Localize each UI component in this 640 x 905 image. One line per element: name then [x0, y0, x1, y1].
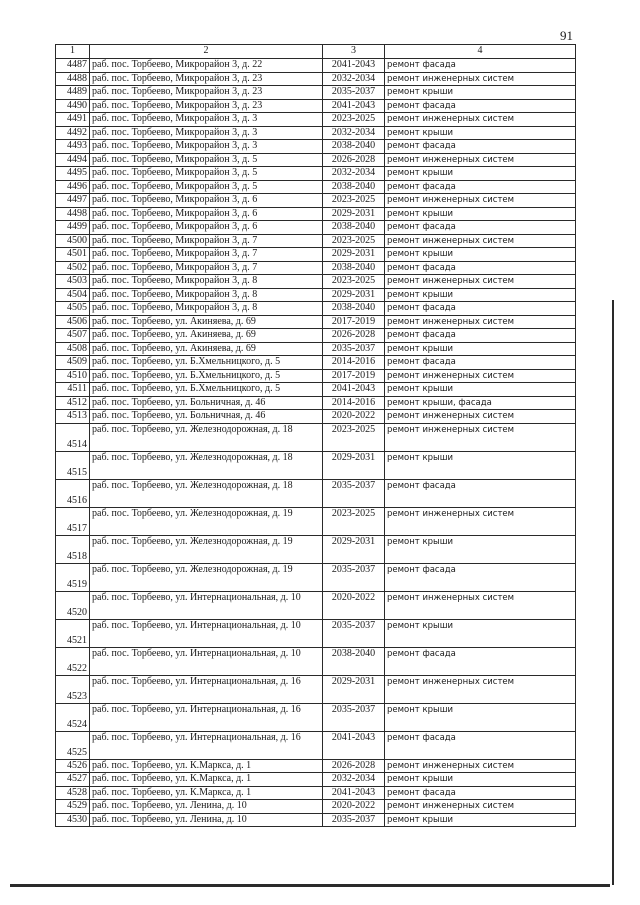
address-cell: раб. пос. Торбеево, Микрорайон 3, д. 23 [90, 72, 323, 86]
row-number: 4530 [56, 813, 90, 827]
row-number: 4493 [56, 140, 90, 154]
row-number: 4498 [56, 207, 90, 221]
address-cell: раб. пос. Торбеево, ул. Интернациональная, д. 16 [90, 675, 323, 703]
address-cell: раб. пос. Торбеево, ул. К.Маркса, д. 1 [90, 759, 323, 773]
table-row [56, 410, 576, 424]
table-row [56, 356, 576, 370]
row-number: 4508 [56, 342, 90, 356]
period-cell: 2029-2031 [323, 675, 385, 703]
address-cell: раб. пос. Торбеево, Микрорайон 3, д. 5 [90, 153, 323, 167]
row-number: 4519 [56, 563, 90, 591]
row-number: 4505 [56, 302, 90, 316]
period-cell: 2023-2025 [323, 507, 385, 535]
work-type-cell: ремонт фасада [385, 786, 576, 800]
address-cell: раб. пос. Торбеево, ул. К.Маркса, д. 1 [90, 773, 323, 787]
period-cell: 2023-2025 [323, 194, 385, 208]
work-type-cell: ремонт фасада [385, 329, 576, 343]
period-cell: 2035-2037 [323, 813, 385, 827]
address-cell: раб. пос. Торбеево, ул. Железнодорожная, д. 19 [90, 535, 323, 563]
address-cell: раб. пос. Торбеево, Микрорайон 3, д. 23 [90, 86, 323, 100]
period-cell: 2035-2037 [323, 703, 385, 731]
period-cell: 2041-2043 [323, 383, 385, 397]
period-cell: 2041-2043 [323, 59, 385, 73]
period-cell: 2041-2043 [323, 731, 385, 759]
row-number: 4499 [56, 221, 90, 235]
period-cell: 2038-2040 [323, 261, 385, 275]
work-type-cell: ремонт крыши [385, 86, 576, 100]
period-cell: 2017-2019 [323, 369, 385, 383]
address-cell: раб. пос. Торбеево, Микрорайон 3, д. 6 [90, 194, 323, 208]
table-row [56, 563, 576, 591]
work-type-cell: ремонт инженерных систем [385, 423, 576, 451]
period-cell: 2023-2025 [323, 113, 385, 127]
table-row [56, 261, 576, 275]
table-row [56, 703, 576, 731]
table-row [56, 126, 576, 140]
table-row [56, 423, 576, 451]
work-type-cell: ремонт фасада [385, 59, 576, 73]
table-row [56, 221, 576, 235]
header-col-2: 2 [90, 45, 323, 59]
address-cell: раб. пос. Торбеево, ул. Интернациональная, д. 10 [90, 591, 323, 619]
row-number: 4528 [56, 786, 90, 800]
scan-edge-right [612, 300, 614, 885]
row-number: 4515 [56, 451, 90, 479]
capital-repair-table [55, 44, 576, 827]
table-row [56, 619, 576, 647]
period-cell: 2038-2040 [323, 180, 385, 194]
row-number: 4510 [56, 369, 90, 383]
table-row [56, 451, 576, 479]
table-row [56, 342, 576, 356]
period-cell: 2026-2028 [323, 759, 385, 773]
table-row [56, 675, 576, 703]
row-number: 4527 [56, 773, 90, 787]
period-cell: 2029-2031 [323, 451, 385, 479]
row-number: 4526 [56, 759, 90, 773]
work-type-cell: ремонт инженерных систем [385, 759, 576, 773]
address-cell: раб. пос. Торбеево, Микрорайон 3, д. 8 [90, 302, 323, 316]
address-cell: раб. пос. Торбеево, ул. Железнодорожная, д. 18 [90, 423, 323, 451]
work-type-cell: ремонт фасада [385, 479, 576, 507]
work-type-cell: ремонт инженерных систем [385, 675, 576, 703]
period-cell: 2041-2043 [323, 99, 385, 113]
work-type-cell: ремонт инженерных систем [385, 591, 576, 619]
address-cell: раб. пос. Торбеево, ул. Железнодорожная, д. 18 [90, 451, 323, 479]
table-body [56, 59, 576, 827]
header-col-4: 4 [385, 45, 576, 59]
table-row [56, 167, 576, 181]
period-cell: 2020-2022 [323, 410, 385, 424]
period-cell: 2023-2025 [323, 275, 385, 289]
row-number: 4506 [56, 315, 90, 329]
row-number: 4518 [56, 535, 90, 563]
address-cell: раб. пос. Торбеево, Микрорайон 3, д. 22 [90, 59, 323, 73]
row-number: 4509 [56, 356, 90, 370]
period-cell: 2026-2028 [323, 329, 385, 343]
row-number: 4516 [56, 479, 90, 507]
table-row [56, 759, 576, 773]
row-number: 4514 [56, 423, 90, 451]
address-cell: раб. пос. Торбеево, Микрорайон 3, д. 6 [90, 207, 323, 221]
table-row [56, 315, 576, 329]
table-row [56, 800, 576, 814]
work-type-cell: ремонт инженерных систем [385, 153, 576, 167]
page-number: 91 [560, 28, 573, 43]
address-cell: раб. пос. Торбеево, ул. Больничная, д. 46 [90, 410, 323, 424]
work-type-cell: ремонт крыши [385, 383, 576, 397]
table-row [56, 786, 576, 800]
address-cell: раб. пос. Торбеево, Микрорайон 3, д. 8 [90, 288, 323, 302]
work-type-cell: ремонт инженерных систем [385, 113, 576, 127]
period-cell: 2029-2031 [323, 207, 385, 221]
row-number: 4495 [56, 167, 90, 181]
period-cell: 2041-2043 [323, 786, 385, 800]
table-row [56, 535, 576, 563]
period-cell: 2014-2016 [323, 396, 385, 410]
work-type-cell: ремонт инженерных систем [385, 369, 576, 383]
row-number: 4524 [56, 703, 90, 731]
work-type-cell: ремонт крыши [385, 451, 576, 479]
table-row [56, 647, 576, 675]
work-type-cell: ремонт крыши [385, 813, 576, 827]
work-type-cell: ремонт инженерных систем [385, 800, 576, 814]
period-cell: 2032-2034 [323, 126, 385, 140]
address-cell: раб. пос. Торбеево, Микрорайон 3, д. 7 [90, 248, 323, 262]
row-number: 4511 [56, 383, 90, 397]
table-row [56, 113, 576, 127]
table-row [56, 288, 576, 302]
address-cell: раб. пос. Торбеево, Микрорайон 3, д. 5 [90, 167, 323, 181]
table-row [56, 507, 576, 535]
work-type-cell: ремонт крыши [385, 342, 576, 356]
table-row [56, 773, 576, 787]
work-type-cell: ремонт фасада [385, 563, 576, 591]
table-row [56, 369, 576, 383]
row-number: 4500 [56, 234, 90, 248]
work-type-cell: ремонт фасада [385, 140, 576, 154]
table-row [56, 59, 576, 73]
row-number: 4489 [56, 86, 90, 100]
period-cell: 2029-2031 [323, 248, 385, 262]
row-number: 4492 [56, 126, 90, 140]
row-number: 4507 [56, 329, 90, 343]
address-cell: раб. пос. Торбеево, ул. Интернациональная, д. 16 [90, 703, 323, 731]
table-row [56, 383, 576, 397]
work-type-cell: ремонт инженерных систем [385, 72, 576, 86]
work-type-cell: ремонт фасада [385, 302, 576, 316]
period-cell: 2035-2037 [323, 86, 385, 100]
work-type-cell: ремонт фасада [385, 731, 576, 759]
row-number: 4491 [56, 113, 90, 127]
row-number: 4503 [56, 275, 90, 289]
header-col-3: 3 [323, 45, 385, 59]
work-type-cell: ремонт фасада [385, 221, 576, 235]
row-number: 4502 [56, 261, 90, 275]
scan-edge-bottom [10, 884, 610, 887]
period-cell: 2038-2040 [323, 221, 385, 235]
period-cell: 2023-2025 [323, 234, 385, 248]
table-row [56, 479, 576, 507]
period-cell: 2035-2037 [323, 479, 385, 507]
row-number: 4520 [56, 591, 90, 619]
work-type-cell: ремонт крыши [385, 167, 576, 181]
period-cell: 2032-2034 [323, 167, 385, 181]
work-type-cell: ремонт крыши [385, 773, 576, 787]
address-cell: раб. пос. Торбеево, Микрорайон 3, д. 3 [90, 140, 323, 154]
period-cell: 2038-2040 [323, 302, 385, 316]
table-row [56, 140, 576, 154]
work-type-cell: ремонт крыши [385, 288, 576, 302]
address-cell: раб. пос. Торбеево, ул. Акиняева, д. 69 [90, 315, 323, 329]
row-number: 4525 [56, 731, 90, 759]
row-number: 4529 [56, 800, 90, 814]
work-type-cell: ремонт крыши [385, 248, 576, 262]
table-header-row [56, 45, 576, 59]
work-type-cell: ремонт фасада [385, 261, 576, 275]
row-number: 4501 [56, 248, 90, 262]
address-cell: раб. пос. Торбеево, Микрорайон 3, д. 23 [90, 99, 323, 113]
address-cell: раб. пос. Торбеево, ул. Акиняева, д. 69 [90, 342, 323, 356]
address-cell: раб. пос. Торбеево, ул. Б.Хмельницкого, д. 5 [90, 383, 323, 397]
row-number: 4513 [56, 410, 90, 424]
address-cell: раб. пос. Торбеево, Микрорайон 3, д. 3 [90, 126, 323, 140]
table-row [56, 731, 576, 759]
address-cell: раб. пос. Торбеево, ул. Б.Хмельницкого, д. 5 [90, 356, 323, 370]
row-number: 4487 [56, 59, 90, 73]
period-cell: 2020-2022 [323, 591, 385, 619]
work-type-cell: ремонт крыши [385, 703, 576, 731]
address-cell: раб. пос. Торбеево, ул. Акиняева, д. 69 [90, 329, 323, 343]
work-type-cell: ремонт инженерных систем [385, 315, 576, 329]
work-type-cell: ремонт крыши [385, 535, 576, 563]
table-row [56, 813, 576, 827]
table-row [56, 207, 576, 221]
work-type-cell: ремонт крыши [385, 207, 576, 221]
row-number: 4517 [56, 507, 90, 535]
row-number: 4504 [56, 288, 90, 302]
address-cell: раб. пос. Торбеево, ул. Ленина, д. 10 [90, 800, 323, 814]
work-type-cell: ремонт инженерных систем [385, 507, 576, 535]
work-type-cell: ремонт крыши [385, 619, 576, 647]
row-number: 4522 [56, 647, 90, 675]
table-row [56, 234, 576, 248]
address-cell: раб. пос. Торбеево, ул. Интернациональная, д. 10 [90, 647, 323, 675]
table-row [56, 180, 576, 194]
address-cell: раб. пос. Торбеево, Микрорайон 3, д. 7 [90, 234, 323, 248]
period-cell: 2035-2037 [323, 342, 385, 356]
work-type-cell: ремонт крыши [385, 126, 576, 140]
row-number: 4488 [56, 72, 90, 86]
work-type-cell: ремонт фасада [385, 356, 576, 370]
address-cell: раб. пос. Торбеево, Микрорайон 3, д. 6 [90, 221, 323, 235]
address-cell: раб. пос. Торбеево, ул. Больничная, д. 46 [90, 396, 323, 410]
work-type-cell: ремонт крыши, фасада [385, 396, 576, 410]
period-cell: 2014-2016 [323, 356, 385, 370]
period-cell: 2020-2022 [323, 800, 385, 814]
row-number: 4496 [56, 180, 90, 194]
row-number: 4523 [56, 675, 90, 703]
work-type-cell: ремонт инженерных систем [385, 234, 576, 248]
address-cell: раб. пос. Торбеево, Микрорайон 3, д. 8 [90, 275, 323, 289]
table-row [56, 86, 576, 100]
work-type-cell: ремонт фасада [385, 180, 576, 194]
address-cell: раб. пос. Торбеево, ул. Интернациональная, д. 10 [90, 619, 323, 647]
period-cell: 2032-2034 [323, 773, 385, 787]
work-type-cell: ремонт фасада [385, 647, 576, 675]
table-row [56, 153, 576, 167]
table-row [56, 329, 576, 343]
address-cell: раб. пос. Торбеево, ул. Железнодорожная, д. 19 [90, 563, 323, 591]
address-cell: раб. пос. Торбеево, Микрорайон 3, д. 5 [90, 180, 323, 194]
period-cell: 2032-2034 [323, 72, 385, 86]
period-cell: 2029-2031 [323, 535, 385, 563]
period-cell: 2038-2040 [323, 647, 385, 675]
address-cell: раб. пос. Торбеево, ул. Б.Хмельницкого, д. 5 [90, 369, 323, 383]
table-row [56, 99, 576, 113]
work-type-cell: ремонт фасада [385, 99, 576, 113]
address-cell: раб. пос. Торбеево, Микрорайон 3, д. 3 [90, 113, 323, 127]
table-row [56, 396, 576, 410]
table-row [56, 591, 576, 619]
address-cell: раб. пос. Торбеево, ул. Ленина, д. 10 [90, 813, 323, 827]
period-cell: 2029-2031 [323, 288, 385, 302]
row-number: 4521 [56, 619, 90, 647]
period-cell: 2035-2037 [323, 619, 385, 647]
row-number: 4490 [56, 99, 90, 113]
work-type-cell: ремонт инженерных систем [385, 275, 576, 289]
table-row [56, 248, 576, 262]
period-cell: 2038-2040 [323, 140, 385, 154]
address-cell: раб. пос. Торбеево, Микрорайон 3, д. 7 [90, 261, 323, 275]
row-number: 4497 [56, 194, 90, 208]
period-cell: 2035-2037 [323, 563, 385, 591]
row-number: 4494 [56, 153, 90, 167]
period-cell: 2026-2028 [323, 153, 385, 167]
row-number: 4512 [56, 396, 90, 410]
address-cell: раб. пос. Торбеево, ул. Железнодорожная, д. 18 [90, 479, 323, 507]
work-type-cell: ремонт инженерных систем [385, 410, 576, 424]
table-row [56, 194, 576, 208]
table-row [56, 275, 576, 289]
address-cell: раб. пос. Торбеево, ул. К.Маркса, д. 1 [90, 786, 323, 800]
table-row [56, 302, 576, 316]
period-cell: 2023-2025 [323, 423, 385, 451]
period-cell: 2017-2019 [323, 315, 385, 329]
address-cell: раб. пос. Торбеево, ул. Интернациональная, д. 16 [90, 731, 323, 759]
work-type-cell: ремонт инженерных систем [385, 194, 576, 208]
header-col-1: 1 [56, 45, 90, 59]
address-cell: раб. пос. Торбеево, ул. Железнодорожная, д. 19 [90, 507, 323, 535]
table-row [56, 72, 576, 86]
